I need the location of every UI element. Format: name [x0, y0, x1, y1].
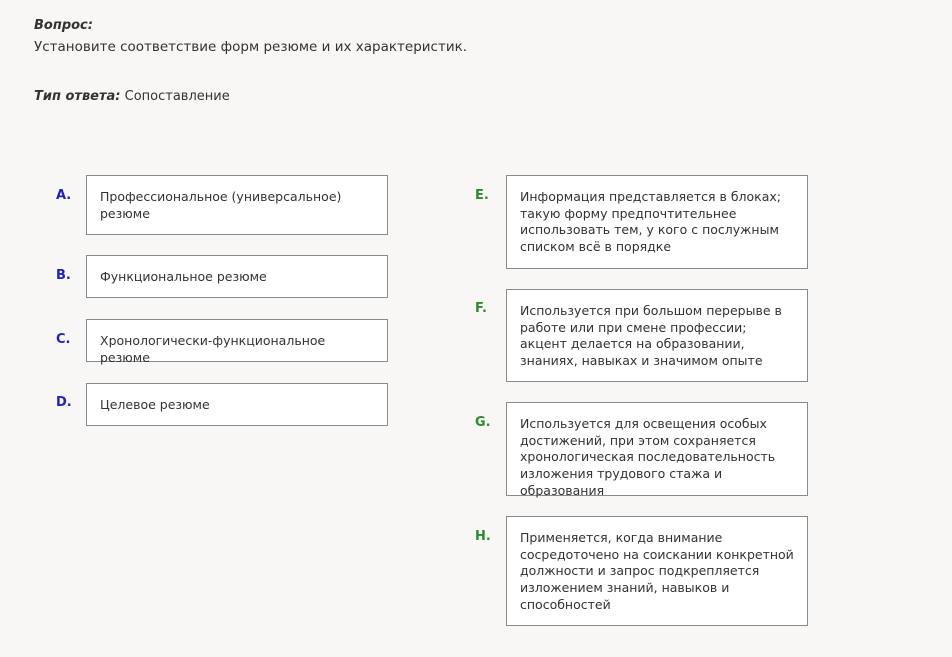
- left-item-a[interactable]: Профессиональное (универсальное) резюме: [86, 175, 388, 235]
- right-item-f[interactable]: Используется при большом перерыве в работе или при смене профессии; акцент делается на образовании, знаниях, навыках и значимом опыте: [506, 289, 808, 382]
- left-item-b[interactable]: Функциональное резюме: [86, 255, 388, 298]
- question-heading: Вопрос:: [34, 18, 93, 33]
- left-letter-a: A.: [56, 188, 72, 203]
- right-item-e[interactable]: Информация представляется в блоках; такую форму предпочтительнее использовать тем, у кого с послужным списком всё в порядке: [506, 175, 808, 269]
- answer-type-label: Тип ответа:: [34, 89, 121, 104]
- right-letter-e: E.: [475, 188, 489, 203]
- question-text: Установите соответствие форм резюме и их характеристик.: [34, 39, 468, 55]
- right-letter-g: G.: [475, 415, 491, 430]
- left-letter-d: D.: [56, 395, 72, 410]
- right-letter-f: F.: [475, 301, 487, 316]
- left-item-d[interactable]: Целевое резюме: [86, 383, 388, 426]
- answer-type: [34, 89, 230, 104]
- right-item-g[interactable]: Используется для освещения особых достижений, при этом сохраняется хронологическая последовательность изложения трудового стажа и образования: [506, 402, 808, 496]
- left-item-c[interactable]: Хронологически-функциональное резюме: [86, 319, 388, 362]
- right-item-h[interactable]: Применяется, когда внимание сосредоточено на соискании конкретной должности и запрос подкрепляется изложением знаний, навыков и способностей: [506, 516, 808, 626]
- answer-type-value: Сопоставление: [124, 89, 230, 104]
- left-letter-b: B.: [56, 268, 71, 283]
- right-letter-h: H.: [475, 529, 491, 544]
- left-letter-c: C.: [56, 332, 71, 347]
